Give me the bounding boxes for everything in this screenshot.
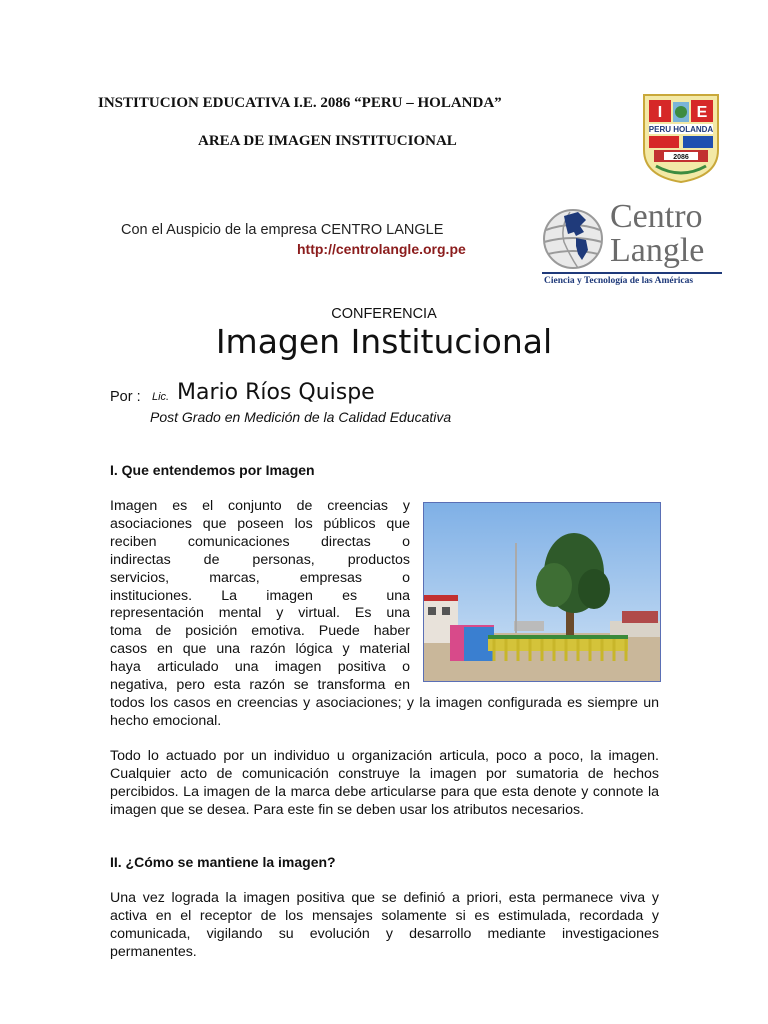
area-title: AREA DE IMAGEN INSTITUCIONAL	[198, 133, 457, 149]
logo-rule	[542, 272, 722, 274]
para1-line: indirectas de personas, productos	[110, 551, 410, 568]
para1-line: toma de posición emotiva. Puede haber	[110, 623, 410, 640]
crest-number: 2086	[673, 154, 689, 161]
para1-line: Imagen es el conjunto de creencias y	[110, 498, 410, 514]
author-title: Lic.	[152, 391, 170, 403]
page-title: Imagen Institucional	[215, 322, 553, 361]
section2-paragraph1: Una vez lograda la imagen positiva que se definió a priori, esta permanece viva y activa en el receptor de los mensajes solamente si es estimulada, recordada y comunicada, vigilando su evolución y desarrollo mediante investigaciones permanentes.	[110, 890, 659, 960]
crest-banner: PERU HOLANDA	[648, 125, 714, 134]
crest-letter-left: I	[657, 104, 663, 121]
section1-paragraph2: Todo lo actuado por un individuo u organización articula, poco a poco, la imagen. Cualquier acto de comunicación construye la imagen por sumatoria de hechos percibidos. La imagen de la marca debe articularse para que esta denote y connote la imagen que se desea. Para este fin se deben usar los atributos necesarios.	[110, 748, 659, 818]
globe-icon	[540, 206, 606, 272]
author-credential: Post Grado en Medición de la Calidad Educativa	[150, 409, 452, 425]
school-crest-logo	[640, 92, 722, 184]
logo-tagline: Ciencia y Tecnología de las Américas	[544, 276, 694, 286]
crest-letter-right: E	[696, 104, 708, 121]
logo-word-langle: Langle	[610, 232, 705, 269]
para1-line: instituciones. La imagen es una	[110, 587, 410, 604]
para1-line: negativa, pero esta razón se transforma en	[110, 677, 410, 694]
sponsor-link[interactable]: http://centrolangle.org.pe	[297, 241, 466, 257]
sponsor-text: Con el Auspicio de la empresa CENTRO LANGLE	[121, 222, 444, 238]
author-name: Mario Ríos Quispe	[177, 380, 375, 405]
section2-heading: II. ¿Cómo se mantiene la imagen?	[110, 854, 336, 870]
para1-line: reciben comunicaciones directas o	[110, 533, 410, 550]
para1-line: servicios, marcas, empresas o	[110, 569, 410, 586]
section1-paragraph1	[110, 498, 410, 695]
author-por-label: Por :	[110, 389, 141, 405]
para1-line: casos en que una razón lógica y material	[110, 641, 410, 658]
section1-heading: I. Que entendemos por Imagen	[110, 462, 315, 478]
conference-kicker: CONFERENCIA	[331, 306, 437, 322]
para1-line: asociaciones que poseen los públicos que	[110, 515, 410, 532]
institution-title: INSTITUCION EDUCATIVA I.E. 2086 “PERU – HOLANDA”	[98, 95, 502, 111]
school-courtyard-photo	[423, 502, 661, 682]
logo-word-centro: Centro	[610, 198, 703, 235]
section1-paragraph1-continued: todos los casos en creencias y asociaciones; y la imagen configurada es siempre un hecho emocional.	[110, 695, 659, 729]
para1-line: haya articulado una imagen positiva o	[110, 659, 410, 676]
para1-line: representación mental y virtual. Es una	[110, 605, 410, 622]
centro-langle-logo	[540, 200, 726, 292]
